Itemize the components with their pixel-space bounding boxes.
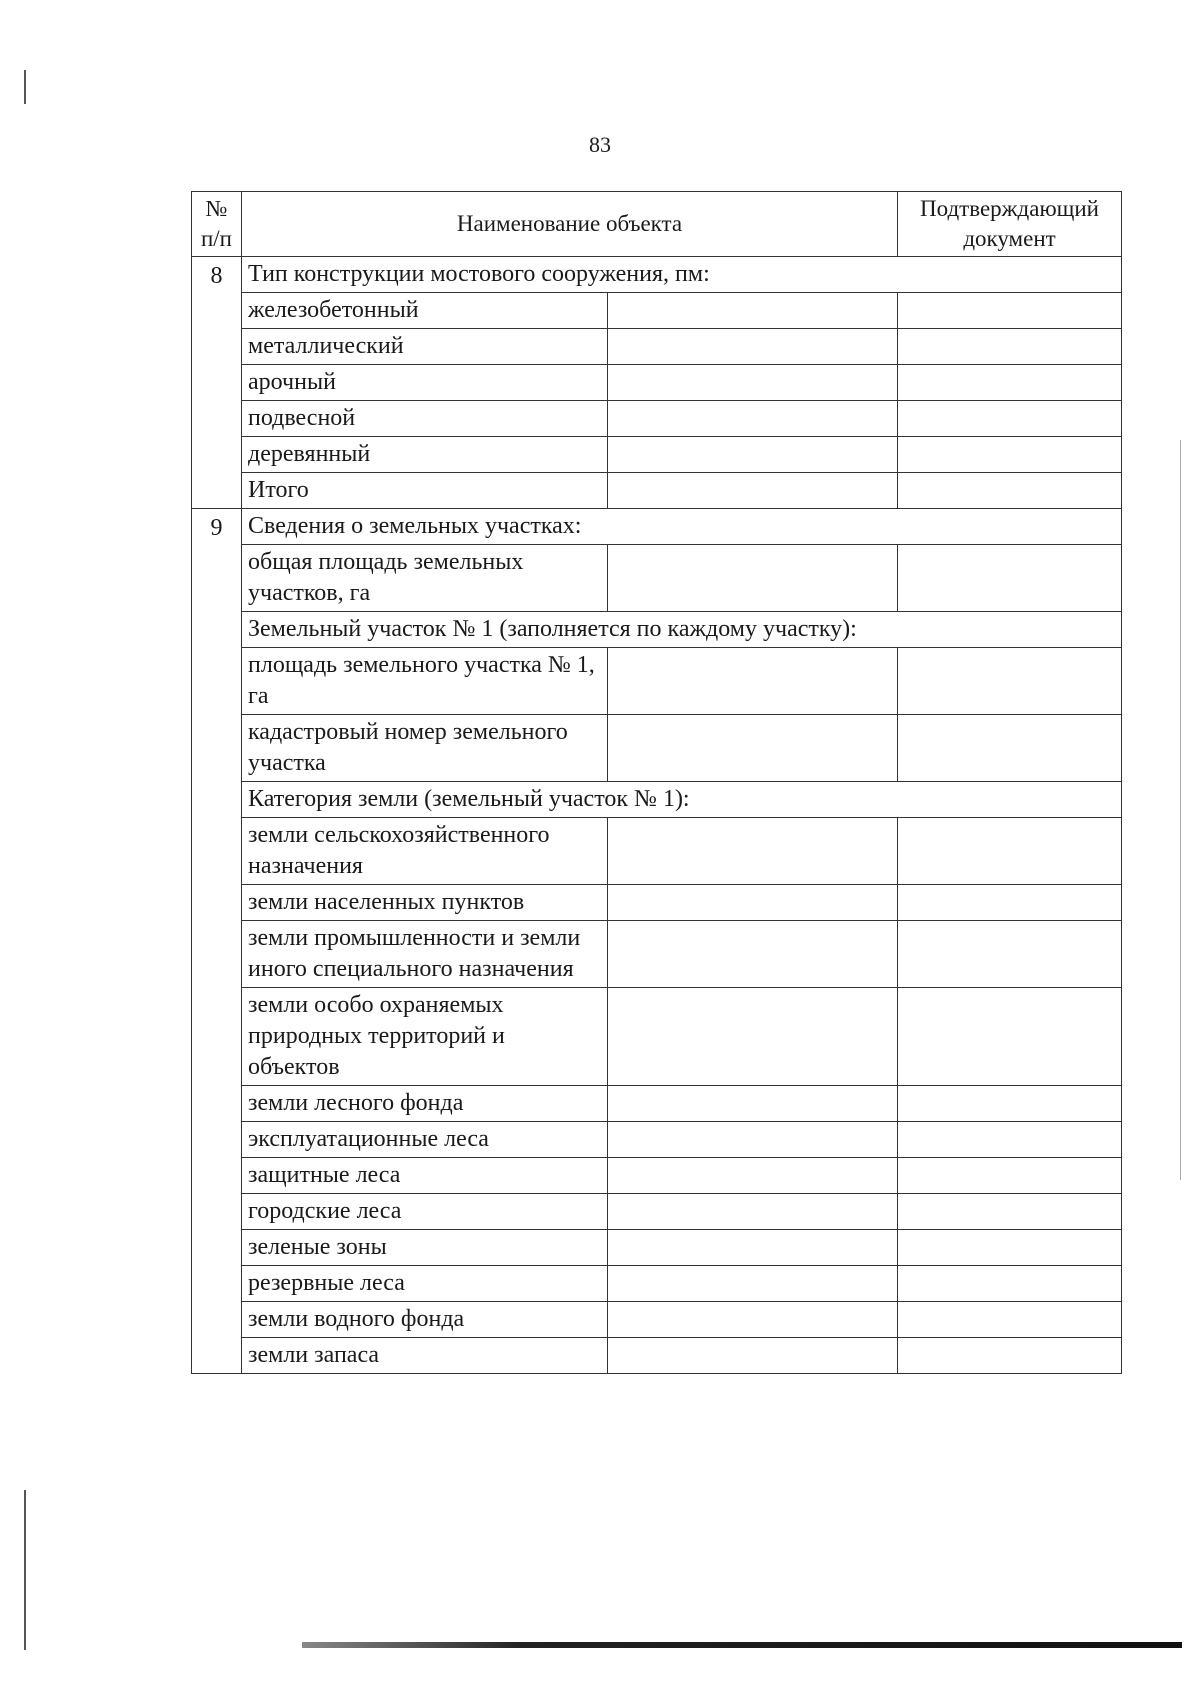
section-title-row xyxy=(192,509,1122,545)
document-cell[interactable] xyxy=(898,473,1122,509)
value-cell[interactable] xyxy=(608,715,898,782)
row-label: резервные леса xyxy=(242,1266,608,1302)
document-cell[interactable] xyxy=(898,1230,1122,1266)
value-cell[interactable] xyxy=(608,988,898,1086)
scan-bottom-bar xyxy=(302,1642,1182,1648)
subsection-title: Земельный участок № 1 (заполняется по каждому участку): xyxy=(242,612,1122,648)
document-cell[interactable] xyxy=(898,329,1122,365)
value-cell[interactable] xyxy=(608,818,898,885)
value-cell[interactable] xyxy=(608,1158,898,1194)
row-label: земли водного фонда xyxy=(242,1302,608,1338)
document-cell[interactable] xyxy=(898,715,1122,782)
row-label: земли сельскохозяйственного назначения xyxy=(242,818,608,885)
document-cell[interactable] xyxy=(898,1086,1122,1122)
table-row xyxy=(192,401,1122,437)
table-row xyxy=(192,648,1122,715)
section-title-row xyxy=(192,257,1122,293)
value-cell[interactable] xyxy=(608,1086,898,1122)
row-label: защитные леса xyxy=(242,1158,608,1194)
value-cell[interactable] xyxy=(608,921,898,988)
row-label: эксплуатационные леса xyxy=(242,1122,608,1158)
document-cell[interactable] xyxy=(898,921,1122,988)
table-row xyxy=(192,885,1122,921)
document-cell[interactable] xyxy=(898,648,1122,715)
document-cell[interactable] xyxy=(898,293,1122,329)
document-cell[interactable] xyxy=(898,365,1122,401)
section-number: 8 xyxy=(192,257,242,509)
document-cell[interactable] xyxy=(898,1302,1122,1338)
table-row xyxy=(192,437,1122,473)
row-label: земли промышленности и земли иного специального назначения xyxy=(242,921,608,988)
table-row xyxy=(192,921,1122,988)
value-cell[interactable] xyxy=(608,1266,898,1302)
table-row xyxy=(192,818,1122,885)
table-row xyxy=(192,545,1122,612)
document-cell[interactable] xyxy=(898,1158,1122,1194)
value-cell[interactable] xyxy=(608,545,898,612)
row-label: подвесной xyxy=(242,401,608,437)
scan-edge-mark xyxy=(24,70,26,104)
value-cell[interactable] xyxy=(608,293,898,329)
header-name: Наименование объекта xyxy=(242,192,898,257)
value-cell[interactable] xyxy=(608,1230,898,1266)
section-title: Сведения о земельных участках: xyxy=(242,509,1122,545)
value-cell[interactable] xyxy=(608,1338,898,1374)
document-cell[interactable] xyxy=(898,1194,1122,1230)
value-cell[interactable] xyxy=(608,885,898,921)
row-label: общая площадь земельных участков, га xyxy=(242,545,608,612)
row-label: железобетонный xyxy=(242,293,608,329)
table-row xyxy=(192,329,1122,365)
table-row xyxy=(192,1194,1122,1230)
subsection-title: Категория земли (земельный участок № 1): xyxy=(242,782,1122,818)
table-row xyxy=(192,365,1122,401)
row-label: арочный xyxy=(242,365,608,401)
row-label: земли особо охраняемых природных территорий и объектов xyxy=(242,988,608,1086)
header-document: Подтверждающий документ xyxy=(898,192,1122,257)
table-row xyxy=(192,1158,1122,1194)
row-label: городские леса xyxy=(242,1194,608,1230)
row-label: земли запаса xyxy=(242,1338,608,1374)
table-row xyxy=(192,1266,1122,1302)
row-label: металлический xyxy=(242,329,608,365)
value-cell[interactable] xyxy=(608,401,898,437)
table-row xyxy=(192,1230,1122,1266)
document-cell[interactable] xyxy=(898,988,1122,1086)
table-row xyxy=(192,473,1122,509)
value-cell[interactable] xyxy=(608,648,898,715)
value-cell[interactable] xyxy=(608,1194,898,1230)
document-cell[interactable] xyxy=(898,401,1122,437)
value-cell[interactable] xyxy=(608,365,898,401)
header-number: № п/п xyxy=(192,192,242,257)
row-label: зеленые зоны xyxy=(242,1230,608,1266)
row-label: земли населенных пунктов xyxy=(242,885,608,921)
value-cell[interactable] xyxy=(608,473,898,509)
page-number: 83 xyxy=(589,132,611,157)
table-row xyxy=(192,293,1122,329)
table-row xyxy=(192,1086,1122,1122)
subsection-title-row xyxy=(192,612,1122,648)
scan-edge-mark xyxy=(1180,440,1181,1180)
row-label: деревянный xyxy=(242,437,608,473)
table-header-row xyxy=(192,192,1122,257)
value-cell[interactable] xyxy=(608,437,898,473)
document-cell[interactable] xyxy=(898,1338,1122,1374)
document-cell[interactable] xyxy=(898,437,1122,473)
table-row xyxy=(192,1302,1122,1338)
document-cell[interactable] xyxy=(898,818,1122,885)
form-table xyxy=(191,191,1122,1374)
scan-edge-mark xyxy=(24,1490,26,1650)
document-cell[interactable] xyxy=(898,1266,1122,1302)
document-cell[interactable] xyxy=(898,545,1122,612)
document-cell[interactable] xyxy=(898,885,1122,921)
table-row xyxy=(192,1338,1122,1374)
table-row xyxy=(192,1122,1122,1158)
subsection-title-row xyxy=(192,782,1122,818)
value-cell[interactable] xyxy=(608,329,898,365)
table-row xyxy=(192,715,1122,782)
table-row xyxy=(192,988,1122,1086)
row-label: кадастровый номер земельного участка xyxy=(242,715,608,782)
row-label: Итого xyxy=(242,473,608,509)
value-cell[interactable] xyxy=(608,1302,898,1338)
row-label: земли лесного фонда xyxy=(242,1086,608,1122)
section-title: Тип конструкции мостового сооружения, пм: xyxy=(242,257,1122,293)
section-number: 9 xyxy=(192,509,242,1374)
value-cell[interactable] xyxy=(608,1122,898,1158)
document-cell[interactable] xyxy=(898,1122,1122,1158)
row-label: площадь земельного участка № 1, га xyxy=(242,648,608,715)
